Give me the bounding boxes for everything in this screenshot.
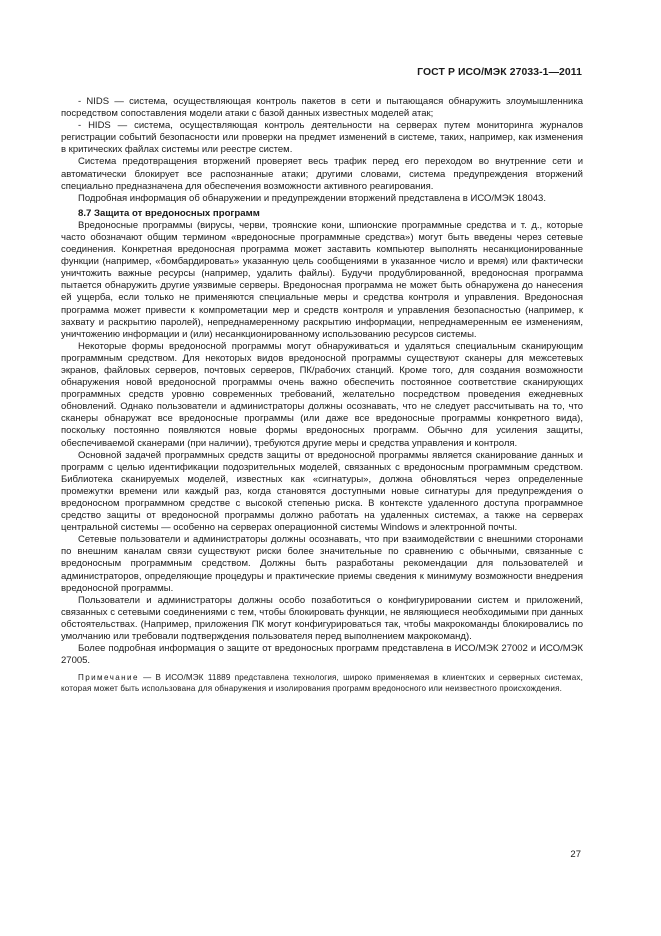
note-paragraph xyxy=(61,672,583,694)
paragraph-malware-scanners: Некоторые формы вредоносной программы могут обнаруживаться и удаляться специальным сканирующим программным средством. Для некоторых видов вредоносной программы существуют сканеры для межсетевых экранов, файловых серверов, почтовых серверов, ПК/рабочих станций. Кроме того, для создания возможности обнаружения новой вредоносной программы очень важно обеспечить постоянное соответствие сканирующих программных средств уровню современных требований, желательно посредством проведения ежедневных обновлений. Однако пользователи и администраторы должны осознавать, что не следует рассчитывать на то, что сканеры обнаружат все вредоносные программы (или даже все вредоносные программы конкретного вида), поскольку постоянно появляются новые формы вредоносных программ. Обычно для усиления защиты, обеспечиваемой сканерами (при наличии), требуются другие меры и средства управления и контроля. xyxy=(61,340,583,449)
paragraph-antimalware-signatures: Основной задачей программных средств защиты от вредоносной программы является сканирование данных и программ с целью идентификации подозрительных моделей, связанных с вредоносным программным средством. Библиотека сканируемых моделей, известных как «сигнатуры», должна обновляться через определенные промежутки времени или каждый раз, когда становятся доступными новые сигнатуры для предупреждения о вредоносном программном средстве с высокой степенью риска. В контексте удаленного доступа программное средство защиты от вредоносной программы должно работать на удаленных системах, а также на серверах центральной системы — особенно на серверах операционной системы Windows и электронной почты. xyxy=(61,449,583,534)
paragraph-hids: - HIDS — система, осуществляющая контроль деятельности на серверах путем мониторинга журналов регистрации событий безопасности или проверки на предмет изменений в системе, таких, например, как изменения в критических файлах системы или реестре систем. xyxy=(61,120,583,156)
note-label: Примечание xyxy=(78,673,139,683)
paragraph-configuration: Пользователи и администраторы должны особо позаботиться о конфигурировании систем и приложений, связанных с сетевыми соединениями с тем, чтобы блокировать функции, не являющиеся необходимыми при данных обстоятельствах. (Например, приложения ПК могут конфигурироваться так, чтобы макрокоманды блокировались по умолчанию или требовали подтверждения пользователя перед выполнением макрокоманд). xyxy=(61,594,583,643)
paragraph-malware-intro: Вредоносные программы (вирусы, черви, троянские кони, шпионские программные средства и т. д., которые часто обозначают общим термином «вредоносные программные средства») могут быть введены через сетевые соединения. Конкретная вредоносная программа может заставить компьютер выполнять несанкционированные функции (например, «бомбардировать» указанную цель сообщениями в указанное число и время) или фактически уничтожить важные ресурсы (например, удалить файлы). Будучи продублированной, вредоносная программа пытается обнаружить другие уязвимые серверы. Вредоносная программа не может быть обнаружена до нанесения ей ущерба, если только не применяются специальные меры и средства контроля и управления. Вредоносная программа может привести к компрометации мер и средств контроля и управления безопасностью (например, к захвату и раскрытию паролей), непреднамеренному раскрытию информации, непреднамеренным ее изменениям, уничтожению информации и (или) несанкционированному использованию ресурсов системы. xyxy=(61,219,583,340)
paragraph-iso-18043-reference: Подробная информация об обнаружении и предупреждении вторжений представлена в ИСО/МЭК 18043. xyxy=(78,192,546,204)
paragraph-external-risks: Сетевые пользователи и администраторы должны осознавать, что при взаимодействии с внешними сторонами по внешним каналам связи существуют риски более значительные по сравнению с обычными, связанные с вредоносным программным средством. Должны быть разработаны рекомендации для пользователей и администраторов, определяющие процедуры и практические приемы сведения к минимуму возможности внедрения вредоносной программы. xyxy=(61,534,583,594)
paragraph-nids: - NIDS — система, осуществляющая контроль пакетов в сети и пытающаяся обнаружить злоумышленника посредством сопоставления модели атаки с базой данных известных моделей атак; xyxy=(61,96,583,120)
paragraph-iso-27002-reference: Более подробная информация о защите от вредоносных программ представлена в ИСО/МЭК 27002 и ИСО/МЭК 27005. xyxy=(61,643,583,667)
note-text: — В ИСО/МЭК 11889 представлена технология, широко применяемая в клиентских и серверных системах, которая может быть использована для обнаружения и изолирования программ вредоносного или неизвестного происхождения. xyxy=(61,673,583,694)
section-heading-malware-protection: 8.7 Защита от вредоносных программ xyxy=(78,207,260,219)
page-number: 27 xyxy=(570,849,581,860)
document-body xyxy=(61,96,583,694)
paragraph-ips: Система предотвращения вторжений проверяет весь трафик перед его переходом во внутренние сети и автоматически блокирует все распознанные атаки; другими словами, система предупреждения вторжений специально предназначена для обеспечения возможности активного реагирования. xyxy=(61,156,583,192)
document-header-id: ГОСТ Р ИСО/МЭК 27033-1—2011 xyxy=(417,67,582,78)
